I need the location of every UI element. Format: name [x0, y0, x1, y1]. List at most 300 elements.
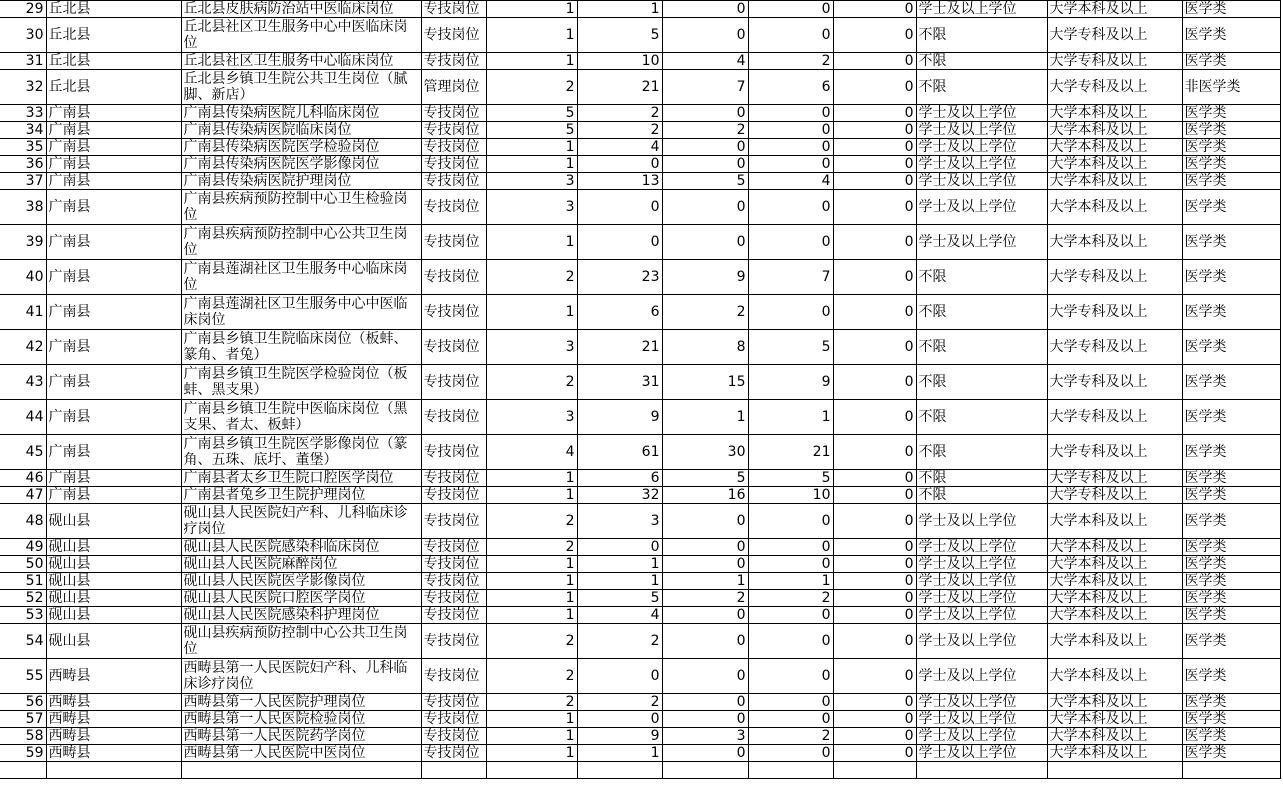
post-name-cell[interactable]: 广南县疾病预防控制中心公共卫生岗位 [181, 225, 421, 260]
applicant-count-cell[interactable]: 1 [577, 745, 662, 762]
post-name-cell[interactable]: 广南县乡镇卫生院医学影像岗位（篆角、五珠、底圩、董堡） [181, 435, 421, 470]
post-name-cell[interactable]: 广南县传染病医院医学影像岗位 [181, 156, 421, 173]
education-requirement-cell[interactable]: 大学本科及以上 [1047, 556, 1182, 573]
plan-count-cell[interactable]: 2 [486, 539, 577, 556]
degree-requirement-cell[interactable]: 学士及以上学位 [916, 1, 1047, 18]
paid-count-cell[interactable]: 2 [748, 728, 833, 745]
degree-requirement-cell[interactable]: 学士及以上学位 [916, 156, 1047, 173]
degree-requirement-cell[interactable]: 学士及以上学位 [916, 711, 1047, 728]
major-category-cell[interactable]: 医学类 [1182, 365, 1280, 400]
extra-count-cell[interactable]: 0 [833, 190, 916, 225]
post-type-cell[interactable]: 专技岗位 [421, 539, 486, 556]
plan-count-cell[interactable]: 1 [486, 728, 577, 745]
post-name-cell[interactable]: 西畴县第一人民医院中医岗位 [181, 745, 421, 762]
extra-count-cell[interactable]: 0 [833, 139, 916, 156]
extra-count-cell[interactable]: 0 [833, 728, 916, 745]
plan-count-cell[interactable]: 1 [486, 607, 577, 624]
applicant-count-cell[interactable]: 9 [577, 728, 662, 745]
qualified-count-cell[interactable]: 0 [662, 607, 748, 624]
extra-count-cell[interactable]: 0 [833, 105, 916, 122]
qualified-count-cell[interactable]: 16 [662, 487, 748, 504]
qualified-count-cell[interactable]: 0 [662, 225, 748, 260]
county-cell[interactable]: 砚山县 [46, 539, 181, 556]
extra-count-cell[interactable]: 0 [833, 53, 916, 70]
plan-count-cell[interactable]: 1 [486, 1, 577, 18]
post-type-cell[interactable]: 专技岗位 [421, 18, 486, 53]
paid-count-cell[interactable]: 0 [748, 139, 833, 156]
degree-requirement-cell[interactable]: 不限 [916, 53, 1047, 70]
row-number-cell[interactable]: 58 [0, 728, 46, 745]
plan-count-cell[interactable]: 2 [486, 624, 577, 659]
plan-count-cell[interactable]: 1 [486, 139, 577, 156]
education-requirement-cell[interactable]: 大学本科及以上 [1047, 659, 1182, 694]
row-number-cell[interactable]: 51 [0, 573, 46, 590]
applicant-count-cell[interactable]: 1 [577, 573, 662, 590]
row-number-cell[interactable]: 36 [0, 156, 46, 173]
row-number-cell[interactable]: 43 [0, 365, 46, 400]
row-number-cell[interactable]: 50 [0, 556, 46, 573]
empty-cell[interactable] [181, 762, 421, 779]
row-number-cell[interactable]: 34 [0, 122, 46, 139]
major-category-cell[interactable]: 医学类 [1182, 122, 1280, 139]
row-number-cell[interactable]: 44 [0, 400, 46, 435]
applicant-count-cell[interactable]: 23 [577, 260, 662, 295]
major-category-cell[interactable]: 医学类 [1182, 504, 1280, 539]
education-requirement-cell[interactable]: 大学本科及以上 [1047, 173, 1182, 190]
post-type-cell[interactable]: 专技岗位 [421, 365, 486, 400]
row-number-cell[interactable]: 42 [0, 330, 46, 365]
post-name-cell[interactable]: 砚山县人民医院感染科护理岗位 [181, 607, 421, 624]
major-category-cell[interactable]: 医学类 [1182, 659, 1280, 694]
county-cell[interactable]: 广南县 [46, 190, 181, 225]
applicant-count-cell[interactable]: 6 [577, 295, 662, 330]
education-requirement-cell[interactable]: 大学本科及以上 [1047, 539, 1182, 556]
county-cell[interactable]: 广南县 [46, 365, 181, 400]
row-number-cell[interactable]: 39 [0, 225, 46, 260]
county-cell[interactable]: 丘北县 [46, 18, 181, 53]
post-type-cell[interactable]: 专技岗位 [421, 190, 486, 225]
county-cell[interactable]: 广南县 [46, 400, 181, 435]
post-name-cell[interactable]: 广南县传染病医院医学检验岗位 [181, 139, 421, 156]
county-cell[interactable]: 砚山县 [46, 556, 181, 573]
county-cell[interactable]: 广南县 [46, 260, 181, 295]
extra-count-cell[interactable]: 0 [833, 1, 916, 18]
major-category-cell[interactable]: 医学类 [1182, 694, 1280, 711]
plan-count-cell[interactable]: 3 [486, 173, 577, 190]
row-number-cell[interactable]: 47 [0, 487, 46, 504]
education-requirement-cell[interactable]: 大学本科及以上 [1047, 624, 1182, 659]
county-cell[interactable]: 砚山县 [46, 624, 181, 659]
extra-count-cell[interactable]: 0 [833, 18, 916, 53]
extra-count-cell[interactable]: 0 [833, 487, 916, 504]
extra-count-cell[interactable]: 0 [833, 659, 916, 694]
county-cell[interactable]: 砚山县 [46, 607, 181, 624]
plan-count-cell[interactable]: 1 [486, 470, 577, 487]
qualified-count-cell[interactable]: 0 [662, 18, 748, 53]
major-category-cell[interactable]: 医学类 [1182, 487, 1280, 504]
qualified-count-cell[interactable]: 1 [662, 400, 748, 435]
paid-count-cell[interactable]: 6 [748, 70, 833, 105]
paid-count-cell[interactable]: 5 [748, 470, 833, 487]
row-number-cell[interactable]: 54 [0, 624, 46, 659]
post-type-cell[interactable]: 专技岗位 [421, 487, 486, 504]
applicant-count-cell[interactable]: 61 [577, 435, 662, 470]
post-name-cell[interactable]: 丘北县社区卫生服务中心中医临床岗位 [181, 18, 421, 53]
post-type-cell[interactable]: 专技岗位 [421, 173, 486, 190]
applicant-count-cell[interactable]: 4 [577, 607, 662, 624]
post-name-cell[interactable]: 广南县莲湖社区卫生服务中心临床岗位 [181, 260, 421, 295]
major-category-cell[interactable]: 医学类 [1182, 470, 1280, 487]
row-number-cell[interactable]: 46 [0, 470, 46, 487]
education-requirement-cell[interactable]: 大学专科及以上 [1047, 70, 1182, 105]
degree-requirement-cell[interactable]: 学士及以上学位 [916, 659, 1047, 694]
county-cell[interactable]: 广南县 [46, 295, 181, 330]
post-type-cell[interactable]: 专技岗位 [421, 590, 486, 607]
applicant-count-cell[interactable]: 0 [577, 225, 662, 260]
extra-count-cell[interactable]: 0 [833, 260, 916, 295]
paid-count-cell[interactable]: 0 [748, 295, 833, 330]
post-name-cell[interactable]: 西畴县第一人民医院护理岗位 [181, 694, 421, 711]
education-requirement-cell[interactable]: 大学本科及以上 [1047, 156, 1182, 173]
major-category-cell[interactable]: 医学类 [1182, 556, 1280, 573]
degree-requirement-cell[interactable]: 不限 [916, 70, 1047, 105]
paid-count-cell[interactable]: 21 [748, 435, 833, 470]
applicant-count-cell[interactable]: 13 [577, 173, 662, 190]
major-category-cell[interactable]: 医学类 [1182, 105, 1280, 122]
education-requirement-cell[interactable]: 大学本科及以上 [1047, 225, 1182, 260]
paid-count-cell[interactable]: 2 [748, 53, 833, 70]
major-category-cell[interactable]: 医学类 [1182, 330, 1280, 365]
extra-count-cell[interactable]: 0 [833, 70, 916, 105]
extra-count-cell[interactable]: 0 [833, 745, 916, 762]
degree-requirement-cell[interactable]: 学士及以上学位 [916, 573, 1047, 590]
paid-count-cell[interactable]: 0 [748, 225, 833, 260]
education-requirement-cell[interactable]: 大学本科及以上 [1047, 105, 1182, 122]
extra-count-cell[interactable]: 0 [833, 573, 916, 590]
post-type-cell[interactable]: 专技岗位 [421, 659, 486, 694]
post-name-cell[interactable]: 西畴县第一人民医院妇产科、儿科临床诊疗岗位 [181, 659, 421, 694]
extra-count-cell[interactable]: 0 [833, 504, 916, 539]
plan-count-cell[interactable]: 5 [486, 122, 577, 139]
post-type-cell[interactable]: 专技岗位 [421, 573, 486, 590]
post-name-cell[interactable]: 广南县疾病预防控制中心卫生检验岗位 [181, 190, 421, 225]
paid-count-cell[interactable]: 5 [748, 330, 833, 365]
education-requirement-cell[interactable]: 大学专科及以上 [1047, 365, 1182, 400]
major-category-cell[interactable]: 医学类 [1182, 225, 1280, 260]
paid-count-cell[interactable]: 0 [748, 694, 833, 711]
degree-requirement-cell[interactable]: 学士及以上学位 [916, 173, 1047, 190]
row-number-cell[interactable]: 32 [0, 70, 46, 105]
paid-count-cell[interactable]: 0 [748, 624, 833, 659]
education-requirement-cell[interactable]: 大学本科及以上 [1047, 694, 1182, 711]
post-name-cell[interactable]: 广南县乡镇卫生院临床岗位（板蚌、篆角、者兔） [181, 330, 421, 365]
education-requirement-cell[interactable]: 大学本科及以上 [1047, 122, 1182, 139]
plan-count-cell[interactable]: 2 [486, 659, 577, 694]
paid-count-cell[interactable]: 4 [748, 173, 833, 190]
degree-requirement-cell[interactable]: 学士及以上学位 [916, 728, 1047, 745]
applicant-count-cell[interactable]: 0 [577, 190, 662, 225]
applicant-count-cell[interactable]: 1 [577, 1, 662, 18]
applicant-count-cell[interactable]: 32 [577, 487, 662, 504]
qualified-count-cell[interactable]: 0 [662, 190, 748, 225]
education-requirement-cell[interactable]: 大学专科及以上 [1047, 435, 1182, 470]
post-type-cell[interactable]: 专技岗位 [421, 624, 486, 659]
row-number-cell[interactable]: 37 [0, 173, 46, 190]
qualified-count-cell[interactable]: 30 [662, 435, 748, 470]
plan-count-cell[interactable]: 3 [486, 190, 577, 225]
county-cell[interactable]: 广南县 [46, 487, 181, 504]
paid-count-cell[interactable]: 0 [748, 122, 833, 139]
paid-count-cell[interactable]: 0 [748, 18, 833, 53]
post-type-cell[interactable]: 专技岗位 [421, 504, 486, 539]
county-cell[interactable]: 丘北县 [46, 70, 181, 105]
paid-count-cell[interactable]: 0 [748, 190, 833, 225]
post-type-cell[interactable]: 专技岗位 [421, 745, 486, 762]
education-requirement-cell[interactable]: 大学专科及以上 [1047, 53, 1182, 70]
applicant-count-cell[interactable]: 0 [577, 539, 662, 556]
plan-count-cell[interactable]: 1 [486, 711, 577, 728]
degree-requirement-cell[interactable]: 学士及以上学位 [916, 607, 1047, 624]
education-requirement-cell[interactable]: 大学本科及以上 [1047, 711, 1182, 728]
post-type-cell[interactable]: 专技岗位 [421, 400, 486, 435]
qualified-count-cell[interactable]: 2 [662, 590, 748, 607]
qualified-count-cell[interactable]: 0 [662, 694, 748, 711]
degree-requirement-cell[interactable]: 学士及以上学位 [916, 590, 1047, 607]
paid-count-cell[interactable]: 7 [748, 260, 833, 295]
major-category-cell[interactable]: 医学类 [1182, 1, 1280, 18]
applicant-count-cell[interactable]: 2 [577, 105, 662, 122]
applicant-count-cell[interactable]: 6 [577, 470, 662, 487]
qualified-count-cell[interactable]: 2 [662, 122, 748, 139]
extra-count-cell[interactable]: 0 [833, 225, 916, 260]
major-category-cell[interactable]: 医学类 [1182, 539, 1280, 556]
extra-count-cell[interactable]: 0 [833, 694, 916, 711]
major-category-cell[interactable]: 医学类 [1182, 190, 1280, 225]
extra-count-cell[interactable]: 0 [833, 711, 916, 728]
county-cell[interactable]: 广南县 [46, 330, 181, 365]
qualified-count-cell[interactable]: 0 [662, 539, 748, 556]
county-cell[interactable]: 砚山县 [46, 504, 181, 539]
plan-count-cell[interactable]: 1 [486, 18, 577, 53]
applicant-count-cell[interactable]: 0 [577, 711, 662, 728]
county-cell[interactable]: 西畴县 [46, 694, 181, 711]
empty-cell[interactable] [577, 762, 662, 779]
qualified-count-cell[interactable]: 0 [662, 105, 748, 122]
applicant-count-cell[interactable]: 3 [577, 504, 662, 539]
county-cell[interactable]: 广南县 [46, 173, 181, 190]
row-number-cell[interactable]: 29 [0, 1, 46, 18]
degree-requirement-cell[interactable]: 学士及以上学位 [916, 105, 1047, 122]
degree-requirement-cell[interactable]: 不限 [916, 470, 1047, 487]
county-cell[interactable]: 西畴县 [46, 728, 181, 745]
county-cell[interactable]: 广南县 [46, 156, 181, 173]
major-category-cell[interactable]: 医学类 [1182, 53, 1280, 70]
empty-cell[interactable] [662, 762, 748, 779]
post-type-cell[interactable]: 专技岗位 [421, 711, 486, 728]
applicant-count-cell[interactable]: 10 [577, 53, 662, 70]
row-number-cell[interactable]: 56 [0, 694, 46, 711]
major-category-cell[interactable]: 医学类 [1182, 435, 1280, 470]
applicant-count-cell[interactable]: 5 [577, 18, 662, 53]
post-type-cell[interactable]: 专技岗位 [421, 225, 486, 260]
post-type-cell[interactable]: 专技岗位 [421, 156, 486, 173]
education-requirement-cell[interactable]: 大学本科及以上 [1047, 607, 1182, 624]
post-type-cell[interactable]: 专技岗位 [421, 1, 486, 18]
major-category-cell[interactable]: 医学类 [1182, 260, 1280, 295]
paid-count-cell[interactable]: 0 [748, 539, 833, 556]
empty-cell[interactable] [421, 762, 486, 779]
degree-requirement-cell[interactable]: 不限 [916, 487, 1047, 504]
row-number-cell[interactable]: 33 [0, 105, 46, 122]
row-number-cell[interactable]: 48 [0, 504, 46, 539]
row-number-cell[interactable]: 31 [0, 53, 46, 70]
post-name-cell[interactable]: 广南县乡镇卫生院中医临床岗位（黑支果、者太、板蚌） [181, 400, 421, 435]
county-cell[interactable]: 砚山县 [46, 573, 181, 590]
county-cell[interactable]: 广南县 [46, 225, 181, 260]
qualified-count-cell[interactable]: 0 [662, 745, 748, 762]
post-name-cell[interactable]: 砚山县疾病预防控制中心公共卫生岗位 [181, 624, 421, 659]
applicant-count-cell[interactable]: 1 [577, 556, 662, 573]
post-type-cell[interactable]: 专技岗位 [421, 53, 486, 70]
row-number-cell[interactable]: 53 [0, 607, 46, 624]
qualified-count-cell[interactable]: 0 [662, 1, 748, 18]
paid-count-cell[interactable]: 0 [748, 659, 833, 694]
post-type-cell[interactable]: 管理岗位 [421, 70, 486, 105]
paid-count-cell[interactable]: 2 [748, 590, 833, 607]
row-number-cell[interactable]: 59 [0, 745, 46, 762]
education-requirement-cell[interactable]: 大学本科及以上 [1047, 190, 1182, 225]
post-type-cell[interactable]: 专技岗位 [421, 330, 486, 365]
row-number-cell[interactable]: 35 [0, 139, 46, 156]
post-name-cell[interactable]: 广南县乡镇卫生院医学检验岗位（板蚌、黑支果） [181, 365, 421, 400]
county-cell[interactable]: 广南县 [46, 105, 181, 122]
extra-count-cell[interactable]: 0 [833, 156, 916, 173]
major-category-cell[interactable]: 医学类 [1182, 624, 1280, 659]
post-type-cell[interactable]: 专技岗位 [421, 295, 486, 330]
applicant-count-cell[interactable]: 2 [577, 122, 662, 139]
empty-cell[interactable] [833, 762, 916, 779]
major-category-cell[interactable]: 医学类 [1182, 295, 1280, 330]
qualified-count-cell[interactable]: 15 [662, 365, 748, 400]
applicant-count-cell[interactable]: 2 [577, 694, 662, 711]
major-category-cell[interactable]: 医学类 [1182, 711, 1280, 728]
education-requirement-cell[interactable]: 大学本科及以上 [1047, 745, 1182, 762]
plan-count-cell[interactable]: 4 [486, 435, 577, 470]
row-number-cell[interactable]: 55 [0, 659, 46, 694]
applicant-count-cell[interactable]: 2 [577, 624, 662, 659]
extra-count-cell[interactable]: 0 [833, 590, 916, 607]
empty-cell[interactable] [0, 762, 46, 779]
major-category-cell[interactable]: 非医学类 [1182, 70, 1280, 105]
qualified-count-cell[interactable]: 2 [662, 295, 748, 330]
applicant-count-cell[interactable]: 9 [577, 400, 662, 435]
county-cell[interactable]: 丘北县 [46, 53, 181, 70]
plan-count-cell[interactable]: 1 [486, 156, 577, 173]
row-number-cell[interactable]: 49 [0, 539, 46, 556]
post-name-cell[interactable]: 丘北县社区卫生服务中心临床岗位 [181, 53, 421, 70]
qualified-count-cell[interactable]: 0 [662, 504, 748, 539]
paid-count-cell[interactable]: 0 [748, 745, 833, 762]
county-cell[interactable]: 丘北县 [46, 1, 181, 18]
education-requirement-cell[interactable]: 大学专科及以上 [1047, 18, 1182, 53]
degree-requirement-cell[interactable]: 不限 [916, 365, 1047, 400]
plan-count-cell[interactable]: 1 [486, 573, 577, 590]
degree-requirement-cell[interactable]: 学士及以上学位 [916, 624, 1047, 659]
extra-count-cell[interactable]: 0 [833, 365, 916, 400]
post-name-cell[interactable]: 砚山县人民医院口腔医学岗位 [181, 590, 421, 607]
paid-count-cell[interactable]: 10 [748, 487, 833, 504]
plan-count-cell[interactable]: 3 [486, 400, 577, 435]
post-type-cell[interactable]: 专技岗位 [421, 435, 486, 470]
qualified-count-cell[interactable]: 5 [662, 173, 748, 190]
qualified-count-cell[interactable]: 0 [662, 711, 748, 728]
empty-cell[interactable] [1182, 762, 1280, 779]
paid-count-cell[interactable]: 0 [748, 504, 833, 539]
paid-count-cell[interactable]: 0 [748, 556, 833, 573]
degree-requirement-cell[interactable]: 不限 [916, 435, 1047, 470]
extra-count-cell[interactable]: 0 [833, 295, 916, 330]
row-number-cell[interactable]: 30 [0, 18, 46, 53]
applicant-count-cell[interactable]: 21 [577, 70, 662, 105]
plan-count-cell[interactable]: 2 [486, 365, 577, 400]
row-number-cell[interactable]: 45 [0, 435, 46, 470]
qualified-count-cell[interactable]: 9 [662, 260, 748, 295]
major-category-cell[interactable]: 医学类 [1182, 173, 1280, 190]
plan-count-cell[interactable]: 2 [486, 70, 577, 105]
applicant-count-cell[interactable]: 21 [577, 330, 662, 365]
qualified-count-cell[interactable]: 0 [662, 659, 748, 694]
degree-requirement-cell[interactable]: 不限 [916, 400, 1047, 435]
degree-requirement-cell[interactable]: 学士及以上学位 [916, 539, 1047, 556]
row-number-cell[interactable]: 41 [0, 295, 46, 330]
qualified-count-cell[interactable]: 4 [662, 53, 748, 70]
post-type-cell[interactable]: 专技岗位 [421, 122, 486, 139]
extra-count-cell[interactable]: 0 [833, 556, 916, 573]
applicant-count-cell[interactable]: 31 [577, 365, 662, 400]
post-type-cell[interactable]: 专技岗位 [421, 607, 486, 624]
education-requirement-cell[interactable]: 大学本科及以上 [1047, 728, 1182, 745]
plan-count-cell[interactable]: 1 [486, 590, 577, 607]
plan-count-cell[interactable]: 2 [486, 504, 577, 539]
extra-count-cell[interactable]: 0 [833, 330, 916, 365]
post-type-cell[interactable]: 专技岗位 [421, 470, 486, 487]
post-type-cell[interactable]: 专技岗位 [421, 556, 486, 573]
paid-count-cell[interactable]: 1 [748, 573, 833, 590]
county-cell[interactable]: 西畴县 [46, 711, 181, 728]
education-requirement-cell[interactable]: 大学本科及以上 [1047, 573, 1182, 590]
extra-count-cell[interactable]: 0 [833, 400, 916, 435]
paid-count-cell[interactable]: 1 [748, 400, 833, 435]
plan-count-cell[interactable]: 3 [486, 330, 577, 365]
education-requirement-cell[interactable]: 大学专科及以上 [1047, 470, 1182, 487]
plan-count-cell[interactable]: 1 [486, 487, 577, 504]
education-requirement-cell[interactable]: 大学本科及以上 [1047, 139, 1182, 156]
plan-count-cell[interactable]: 1 [486, 53, 577, 70]
applicant-count-cell[interactable]: 5 [577, 590, 662, 607]
post-name-cell[interactable]: 广南县者太乡卫生院口腔医学岗位 [181, 470, 421, 487]
major-category-cell[interactable]: 医学类 [1182, 573, 1280, 590]
empty-cell[interactable] [748, 762, 833, 779]
post-name-cell[interactable]: 砚山县人民医院妇产科、儿科临床诊疗岗位 [181, 504, 421, 539]
qualified-count-cell[interactable]: 1 [662, 573, 748, 590]
education-requirement-cell[interactable]: 大学专科及以上 [1047, 260, 1182, 295]
county-cell[interactable]: 广南县 [46, 122, 181, 139]
extra-count-cell[interactable]: 0 [833, 435, 916, 470]
education-requirement-cell[interactable]: 大学专科及以上 [1047, 400, 1182, 435]
empty-cell[interactable] [916, 762, 1047, 779]
post-type-cell[interactable]: 专技岗位 [421, 728, 486, 745]
education-requirement-cell[interactable]: 大学专科及以上 [1047, 295, 1182, 330]
